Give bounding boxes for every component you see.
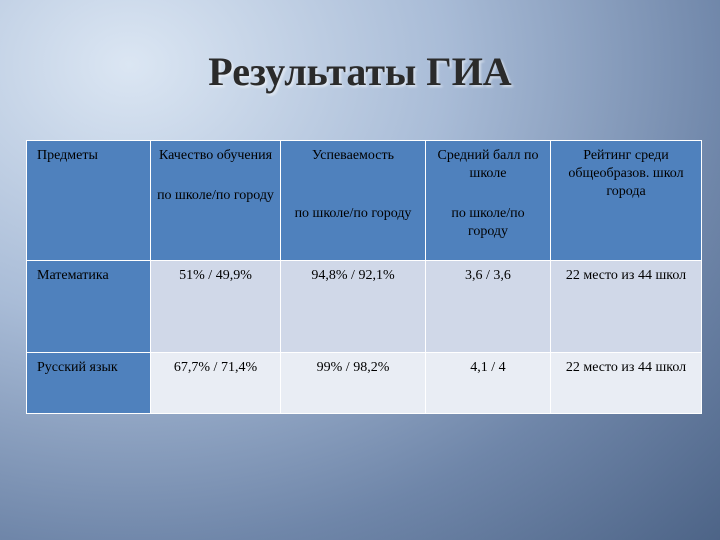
cell-avg-score: 4,1 / 4 xyxy=(426,353,551,414)
cell-performance: 94,8% / 92,1% xyxy=(281,261,426,353)
results-table xyxy=(26,140,702,414)
header-cell-avg-score: Средний балл по школе по школе/по городу xyxy=(426,141,551,261)
cell-performance: 99% / 98,2% xyxy=(281,353,426,414)
header-subtitle: по школе/по городу xyxy=(451,206,525,239)
table-row xyxy=(27,261,702,353)
cell-rating: 22 место из 44 школ xyxy=(551,261,702,353)
header-cell-rating: Рейтинг среди общеобразов. школ города xyxy=(551,141,702,261)
cell-avg-score: 3,6 / 3,6 xyxy=(426,261,551,353)
cell-subject: Математика xyxy=(27,261,151,353)
cell-quality: 67,7% / 71,4% xyxy=(151,353,281,414)
cell-rating: 22 место из 44 школ xyxy=(551,353,702,414)
header-subtitle: по школе/по городу xyxy=(157,188,274,203)
header-cell-quality: Качество обучения по школе/по городу xyxy=(151,141,281,261)
table-header-row xyxy=(27,141,702,261)
header-cell-performance: Успеваемость по школе/по городу xyxy=(281,141,426,261)
header-cell-subjects: Предметы xyxy=(27,141,151,261)
header-subtitle: по школе/по городу xyxy=(294,206,412,221)
cell-quality: 51% / 49,9% xyxy=(151,261,281,353)
table-row xyxy=(27,353,702,414)
cell-subject: Русский язык xyxy=(27,353,151,414)
page-title: Результаты ГИА xyxy=(208,49,512,94)
